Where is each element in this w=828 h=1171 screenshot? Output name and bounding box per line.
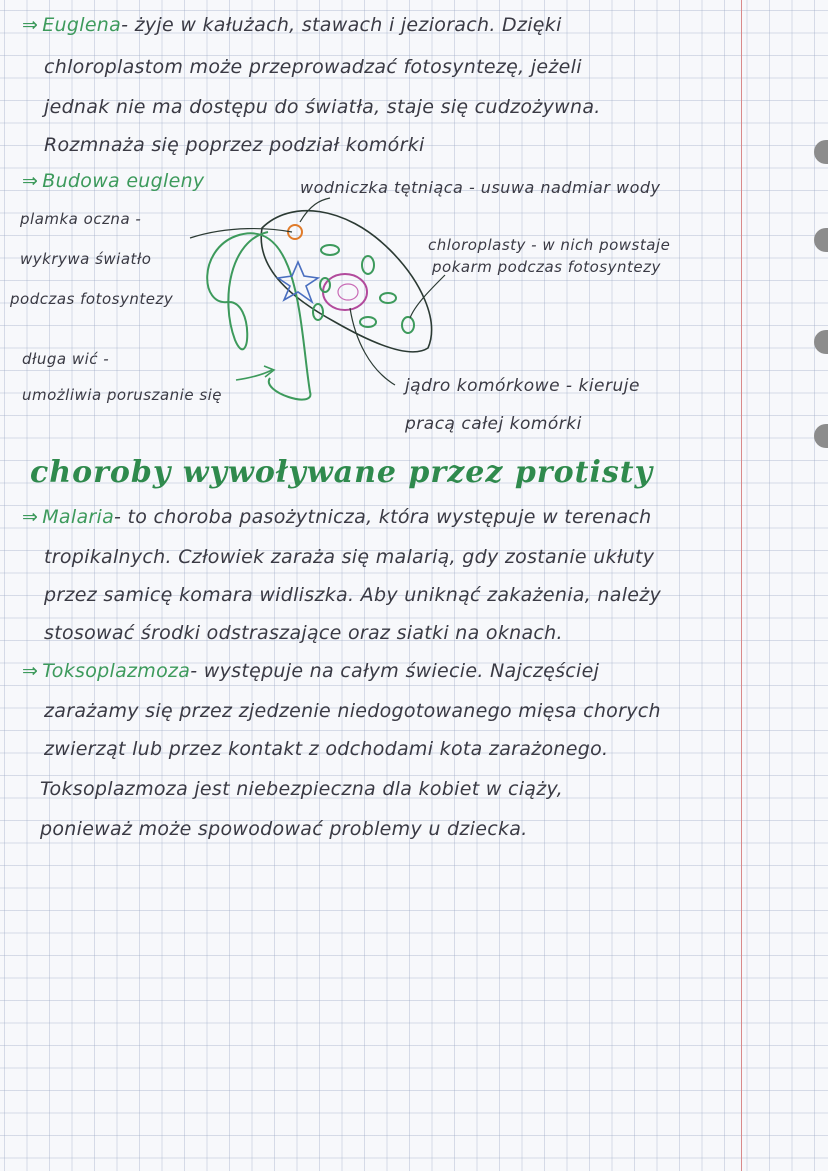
pointer-line [190,229,292,238]
toksoplazmoza-text: - występuje na całym świecie. Najczęściej [190,660,600,682]
contractile-vacuole [278,262,318,302]
label-jadro-1: jądro komórkowe - kieruje [405,376,640,396]
label-wic-1: długa wić - [22,350,110,368]
toksoplazmoza-line-5: ponieważ może spowodować problemy u dziecka. [40,818,528,840]
arrow-icon: ⇒ [22,14,39,36]
toksoplazmoza-line-2: zarażamy się przez zjedzenie niedogotowanego mięsa chorych [44,700,661,722]
malaria-line-4: stosować środki odstraszające oraz siatki na oknach. [44,622,563,644]
euglena-line-3: jednak nie ma dostępu do światła, staje się cudzożywna. [44,96,601,118]
chloroplast [380,293,396,303]
toksoplazmoza-line-1 [22,660,599,682]
label-plamka-3: podczas fotosyntezy [10,290,174,308]
label-jadro-2: pracą całej komórki [405,414,582,434]
euglena-line-2: chloroplastom może przeprowadzać fotosyntezę, jeżeli [44,56,582,78]
malaria-line-2: tropikalnych. Człowiek zaraża się malarią, gdy zostanie ukłuty [44,546,655,568]
chloroplast [402,317,414,333]
malaria-line-1 [22,506,651,528]
label-chloroplasty-2: pokarm podczas fotosyntezy [432,258,661,276]
euglena-text: - żyje w kałużach, stawach i jeziorach. Dzięki [121,14,562,36]
chloroplast [362,256,374,274]
label-plamka-2: wykrywa światło [20,250,152,268]
malaria-title: Malaria [42,506,115,528]
arrow-icon: ⇒ [22,170,39,192]
label-chloroplasty-1: chloroplasty - w nich powstaje [428,236,671,254]
cell-body [261,211,431,352]
toksoplazmoza-line-3: zwierząt lub przez kontakt z odchodami kota zarażonego. [44,738,609,760]
label-plamka-1: plamka oczna - [20,210,142,228]
malaria-text: - to choroba pasożytnicza, która występuje w terenach [114,506,652,528]
nucleus [323,274,367,310]
toksoplazmoza-line-4: Toksoplazmoza jest niebezpieczna dla kobiet w ciąży, [40,778,563,800]
toksoplazmoza-title: Toksoplazmoza [42,660,191,682]
label-wic-2: umożliwia poruszanie się [22,386,223,404]
malaria-line-3: przez samicę komara widliszka. Aby uniknąć zakażenia, należy [44,584,662,606]
budowa-title: Budowa eugleny [42,170,205,192]
euglena-title: Euglena [42,14,122,36]
chloroplast [360,317,376,327]
euglena-line-4: Rozmnaża się poprzez podział komórki [44,134,425,156]
arrow-icon: ⇒ [22,506,39,528]
arrow-icon: ⇒ [22,660,39,682]
section-heading: choroby wywoływane przez protisty [30,455,654,490]
chloroplast [321,245,339,255]
nucleolus [338,284,358,300]
label-wodniczka: wodniczka tętniąca - usuwa nadmiar wody [300,178,661,197]
